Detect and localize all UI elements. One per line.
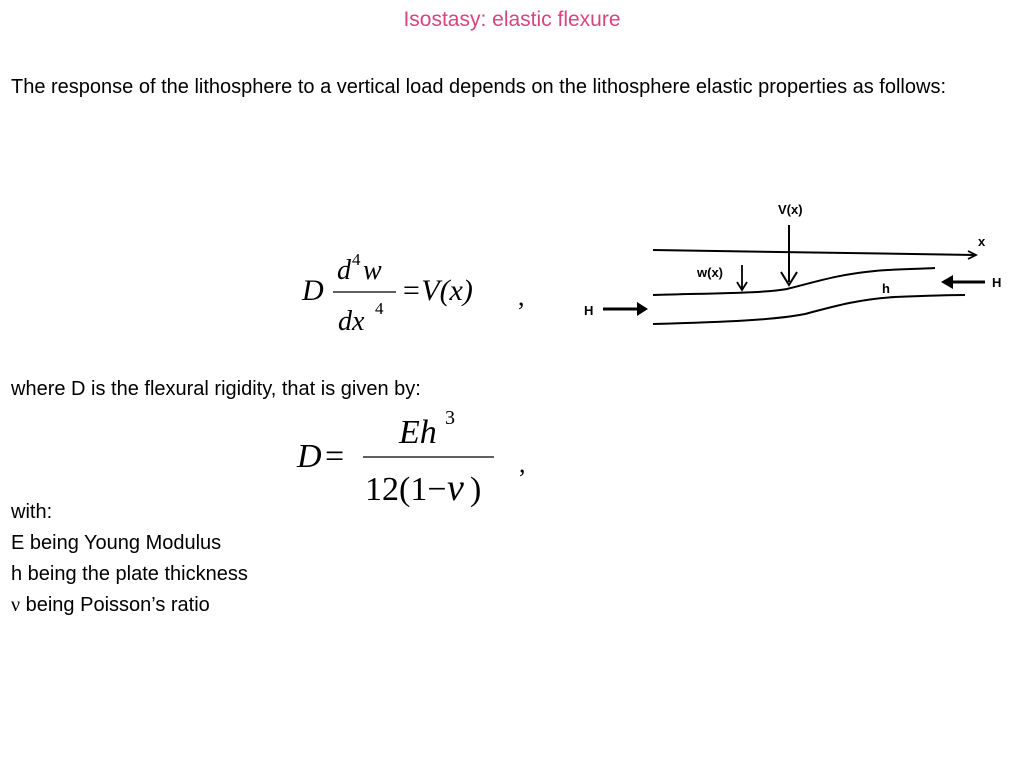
plate-bottom-surface <box>653 295 965 324</box>
nu-symbol: ν <box>11 594 21 616</box>
label-h-left: H <box>584 303 594 318</box>
eq2-denominator-left: 12(1− <box>365 471 447 508</box>
eq2-D: D <box>297 438 322 475</box>
flexure-equation <box>300 248 540 338</box>
definition-young-modulus: E being Young Modulus <box>11 532 222 554</box>
eq1-comma: , <box>518 282 525 311</box>
eq2-denominator-nu: ν <box>447 467 464 509</box>
plate-top-surface <box>653 268 935 295</box>
label-h-right: H <box>992 275 1002 290</box>
slide-title: Isostasy: elastic flexure <box>403 8 621 31</box>
definition-plate-thickness: h being the plate thickness <box>11 563 248 585</box>
eq1-rhs: =V(x) <box>401 274 473 307</box>
eq2-comma: , <box>519 449 526 478</box>
where-text: where D is the flexural rigidity, that is given by: <box>11 378 421 400</box>
label-wx: w(x) <box>697 265 723 280</box>
definition-poisson-text: being Poisson’s ratio <box>25 594 210 616</box>
eq1-denominator-dx: dx <box>338 306 365 337</box>
eq2-equals: = <box>325 438 345 475</box>
right-force-arrow-head <box>941 275 953 289</box>
flexure-diagram <box>575 192 1015 337</box>
eq2-numerator: Eh <box>399 414 437 451</box>
rigidity-equation <box>295 405 535 515</box>
label-h: h <box>882 281 890 296</box>
definitions-block <box>11 497 248 621</box>
x-axis-line <box>653 250 975 255</box>
eq1-denominator-exp: 4 <box>375 299 384 318</box>
eq2-exp: 3 <box>445 407 455 429</box>
left-force-arrow-head <box>637 302 648 316</box>
eq1-numerator-exp: 4 <box>352 250 361 269</box>
intro-paragraph: The response of the lithosphere to a vertical load depends on the lithosphere elastic properties as follows: <box>11 76 946 98</box>
eq1-numerator-d: d <box>337 255 351 286</box>
with-label: with: <box>11 501 53 523</box>
label-vx: V(x) <box>778 202 803 217</box>
definition-poisson-ratio <box>11 590 248 621</box>
label-x: x <box>978 234 986 249</box>
eq2-denominator-right: ) <box>470 471 482 508</box>
eq1-numerator-w: w <box>363 255 382 286</box>
eq1-D: D <box>302 274 324 307</box>
